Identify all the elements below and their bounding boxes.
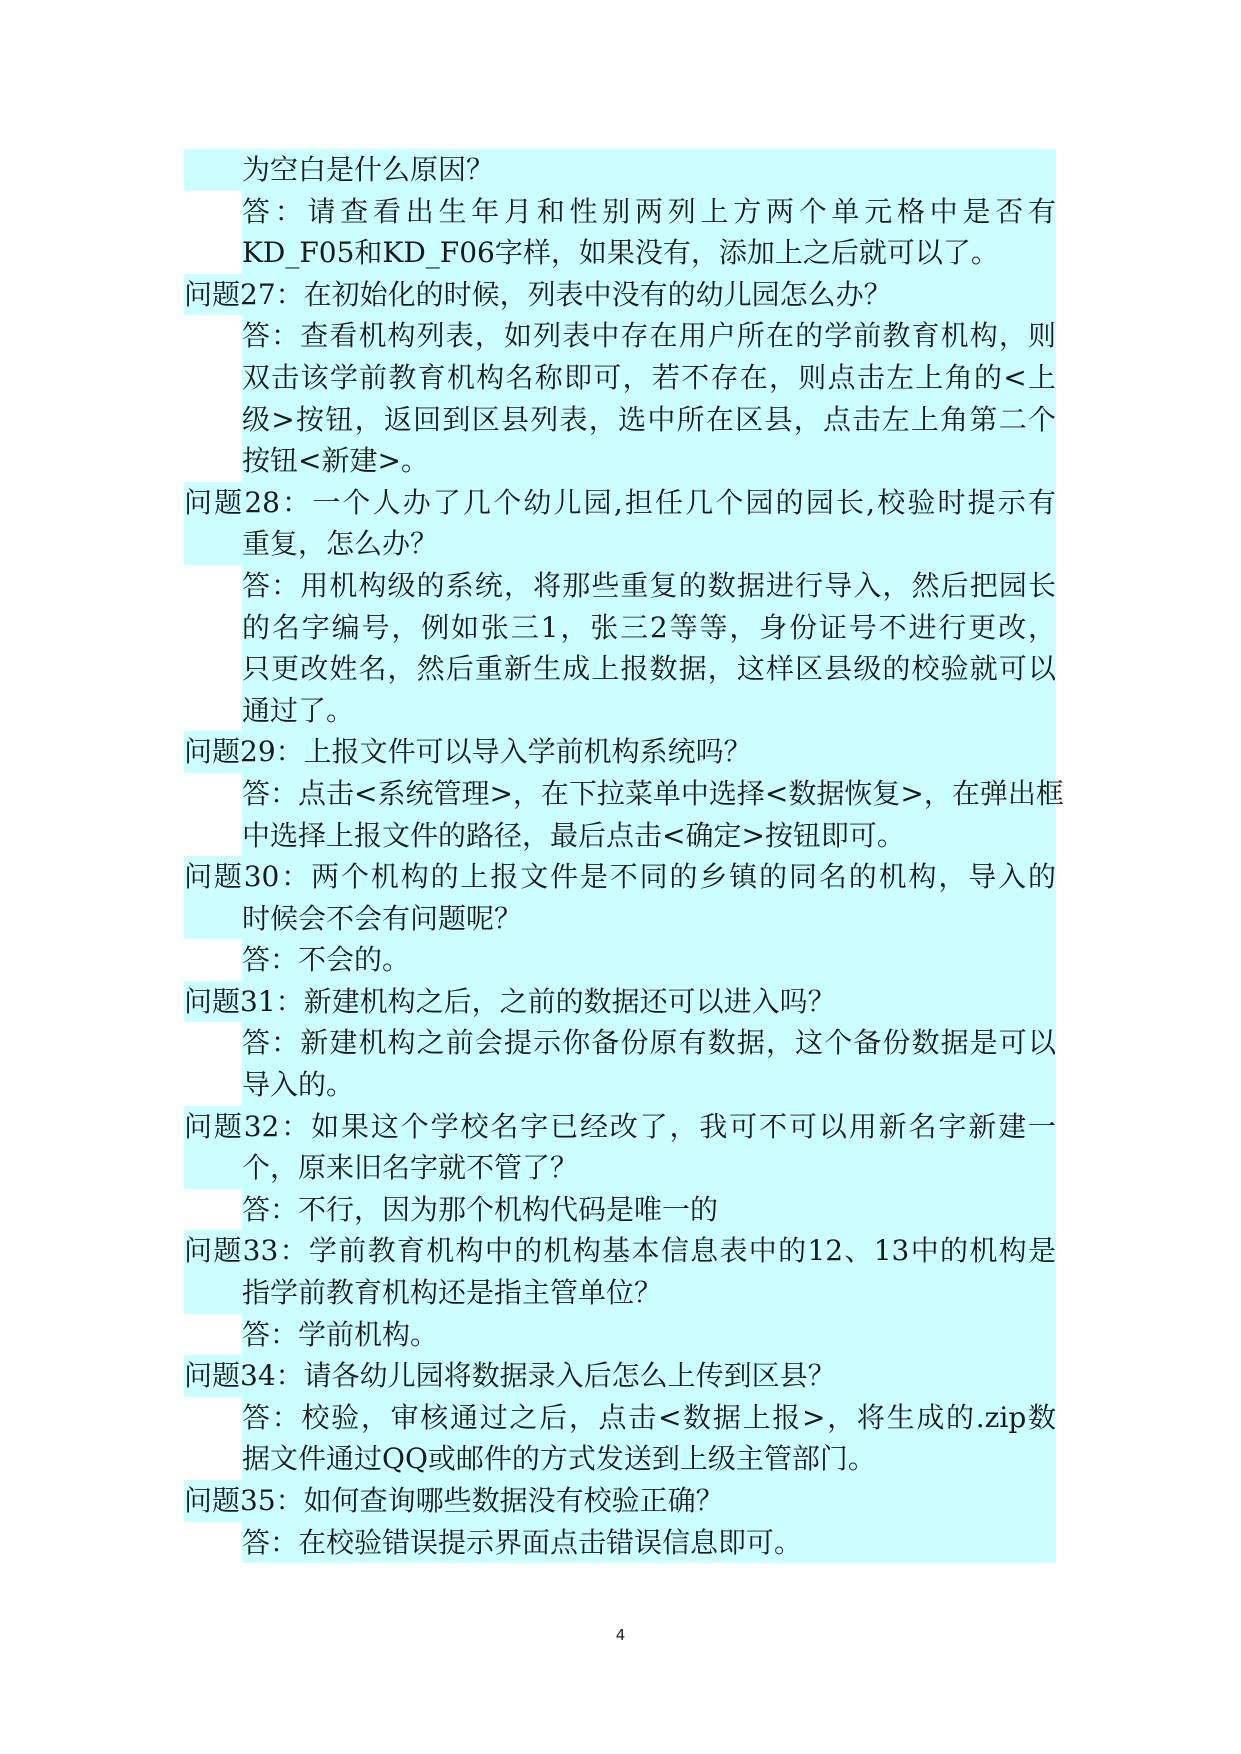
answer-line [184, 440, 1056, 482]
line-text: 问题35：如何查询哪些数据没有校验正确？ [184, 1484, 724, 1517]
line-text: 级>按钮，返回到区县列表，选中所在区县，点击左上角第二个 [242, 402, 1056, 436]
line-text: 答：用机构级的系统，将那些重复的数据进行导入，然后把园长 [242, 568, 1056, 602]
line-text: 重复，怎么办？ [242, 527, 439, 561]
question-line [184, 731, 1056, 773]
answer-line [184, 232, 1056, 274]
answer-line [184, 939, 1056, 981]
question-continuation-line [184, 523, 1056, 565]
line-text: 问题30：两个机构的上报文件是不同的乡镇的同名的机构，导入的 [184, 860, 1056, 894]
answer-line [184, 191, 1056, 233]
answer-line [184, 815, 1056, 857]
page-number: 4 [615, 1626, 626, 1644]
line-text: 据文件通过QQ或邮件的方式发送到上级主管部门。 [242, 1442, 876, 1476]
answer-line [184, 1438, 1056, 1480]
line-text: 中选择上报文件的路径，最后点击<确定>按钮即可。 [242, 818, 905, 852]
question-line [184, 981, 1056, 1023]
answer-line [184, 1189, 1056, 1231]
line-text: 问题33：学前教育机构中的机构基本信息表中的12、13中的机构是 [184, 1234, 1056, 1268]
answer-line [184, 1022, 1056, 1064]
answer-line [184, 149, 1056, 191]
line-text: 只更改姓名，然后重新生成上报数据，这样区县级的校验就可以 [242, 652, 1056, 686]
question-continuation-line [184, 1272, 1056, 1314]
line-text: 导入的。 [242, 1068, 355, 1102]
answer-line [184, 648, 1056, 690]
line-text: 答：点击<系统管理>，在下拉菜单中选择<数据恢复>，在弹出框 [242, 776, 1064, 810]
line-text: 问题27：在初始化的时候，列表中没有的幼儿园怎么办？ [184, 277, 892, 311]
line-text: 答：请查看出生年月和性别两列上方两个单元格中是否有 [242, 194, 1056, 228]
question-line [184, 482, 1056, 524]
answer-line [184, 773, 1064, 815]
question-continuation-line [184, 898, 1056, 940]
question-line [184, 1230, 1056, 1272]
line-text: 通过了。 [242, 693, 355, 727]
line-text: 问题32：如果这个学校名字已经改了，我可不可以用新名字新建一 [184, 1109, 1056, 1143]
answer-line [184, 690, 1056, 732]
line-text: 问题29：上报文件可以导入学前机构系统吗？ [184, 735, 752, 769]
line-text: 答：不会的。 [242, 943, 411, 977]
line-text: KD_F05和KD_F06字样，如果没有，添加上之后就可以了。 [242, 236, 999, 270]
question-line [184, 1106, 1056, 1148]
answer-line [184, 1397, 1056, 1439]
line-text: 答：在校验错误提示界面点击错误信息即可。 [242, 1525, 803, 1559]
answer-line [184, 357, 1056, 399]
answer-line [184, 1064, 1056, 1106]
answer-line [184, 1522, 1056, 1564]
line-text: 时候会不会有问题呢？ [242, 901, 523, 935]
line-text: 双击该学前教育机构名称即可，若不存在，则点击左上角的<上 [242, 360, 1056, 394]
answer-line [184, 565, 1056, 607]
line-text: 答：校验，审核通过之后，点击<数据上报>，将生成的.zip数 [242, 1400, 1056, 1434]
line-text: 问题28：一个人办了几个幼儿园,担任几个园的园长,校验时提示有 [184, 485, 1056, 519]
line-text: 答：不行，因为那个机构代码是唯一的 [242, 1192, 719, 1226]
question-line [184, 856, 1056, 898]
line-text: 答：新建机构之前会提示你备份原有数据，这个备份数据是可以 [242, 1026, 1056, 1060]
line-text: 指学前教育机构还是指主管单位？ [242, 1276, 663, 1310]
line-text: 的名字编号，例如张三1，张三2等等，身份证号不进行更改， [242, 610, 1056, 644]
line-text: 答：查看机构列表，如列表中存在用户所在的学前教育机构，则 [242, 319, 1056, 353]
line-text: 按钮<新建>。 [242, 444, 429, 478]
question-line [184, 274, 1056, 316]
line-text: 个，原来旧名字就不管了？ [242, 1151, 579, 1185]
question-continuation-line [184, 1147, 1056, 1189]
line-text: 问题34：请各幼儿园将数据录入后怎么上传到区县？ [184, 1359, 836, 1393]
answer-line [184, 315, 1056, 357]
answer-line [184, 399, 1056, 441]
question-line [184, 1355, 1056, 1397]
answer-line [184, 607, 1056, 649]
line-text: 问题31：新建机构之后，之前的数据还可以进入吗？ [184, 984, 836, 1018]
qa-content [184, 149, 1064, 1563]
answer-line [184, 1314, 1056, 1356]
line-text: 为空白是什么原因？ [242, 153, 495, 186]
line-text: 答：学前机构。 [242, 1317, 439, 1351]
question-line [184, 1480, 1056, 1522]
